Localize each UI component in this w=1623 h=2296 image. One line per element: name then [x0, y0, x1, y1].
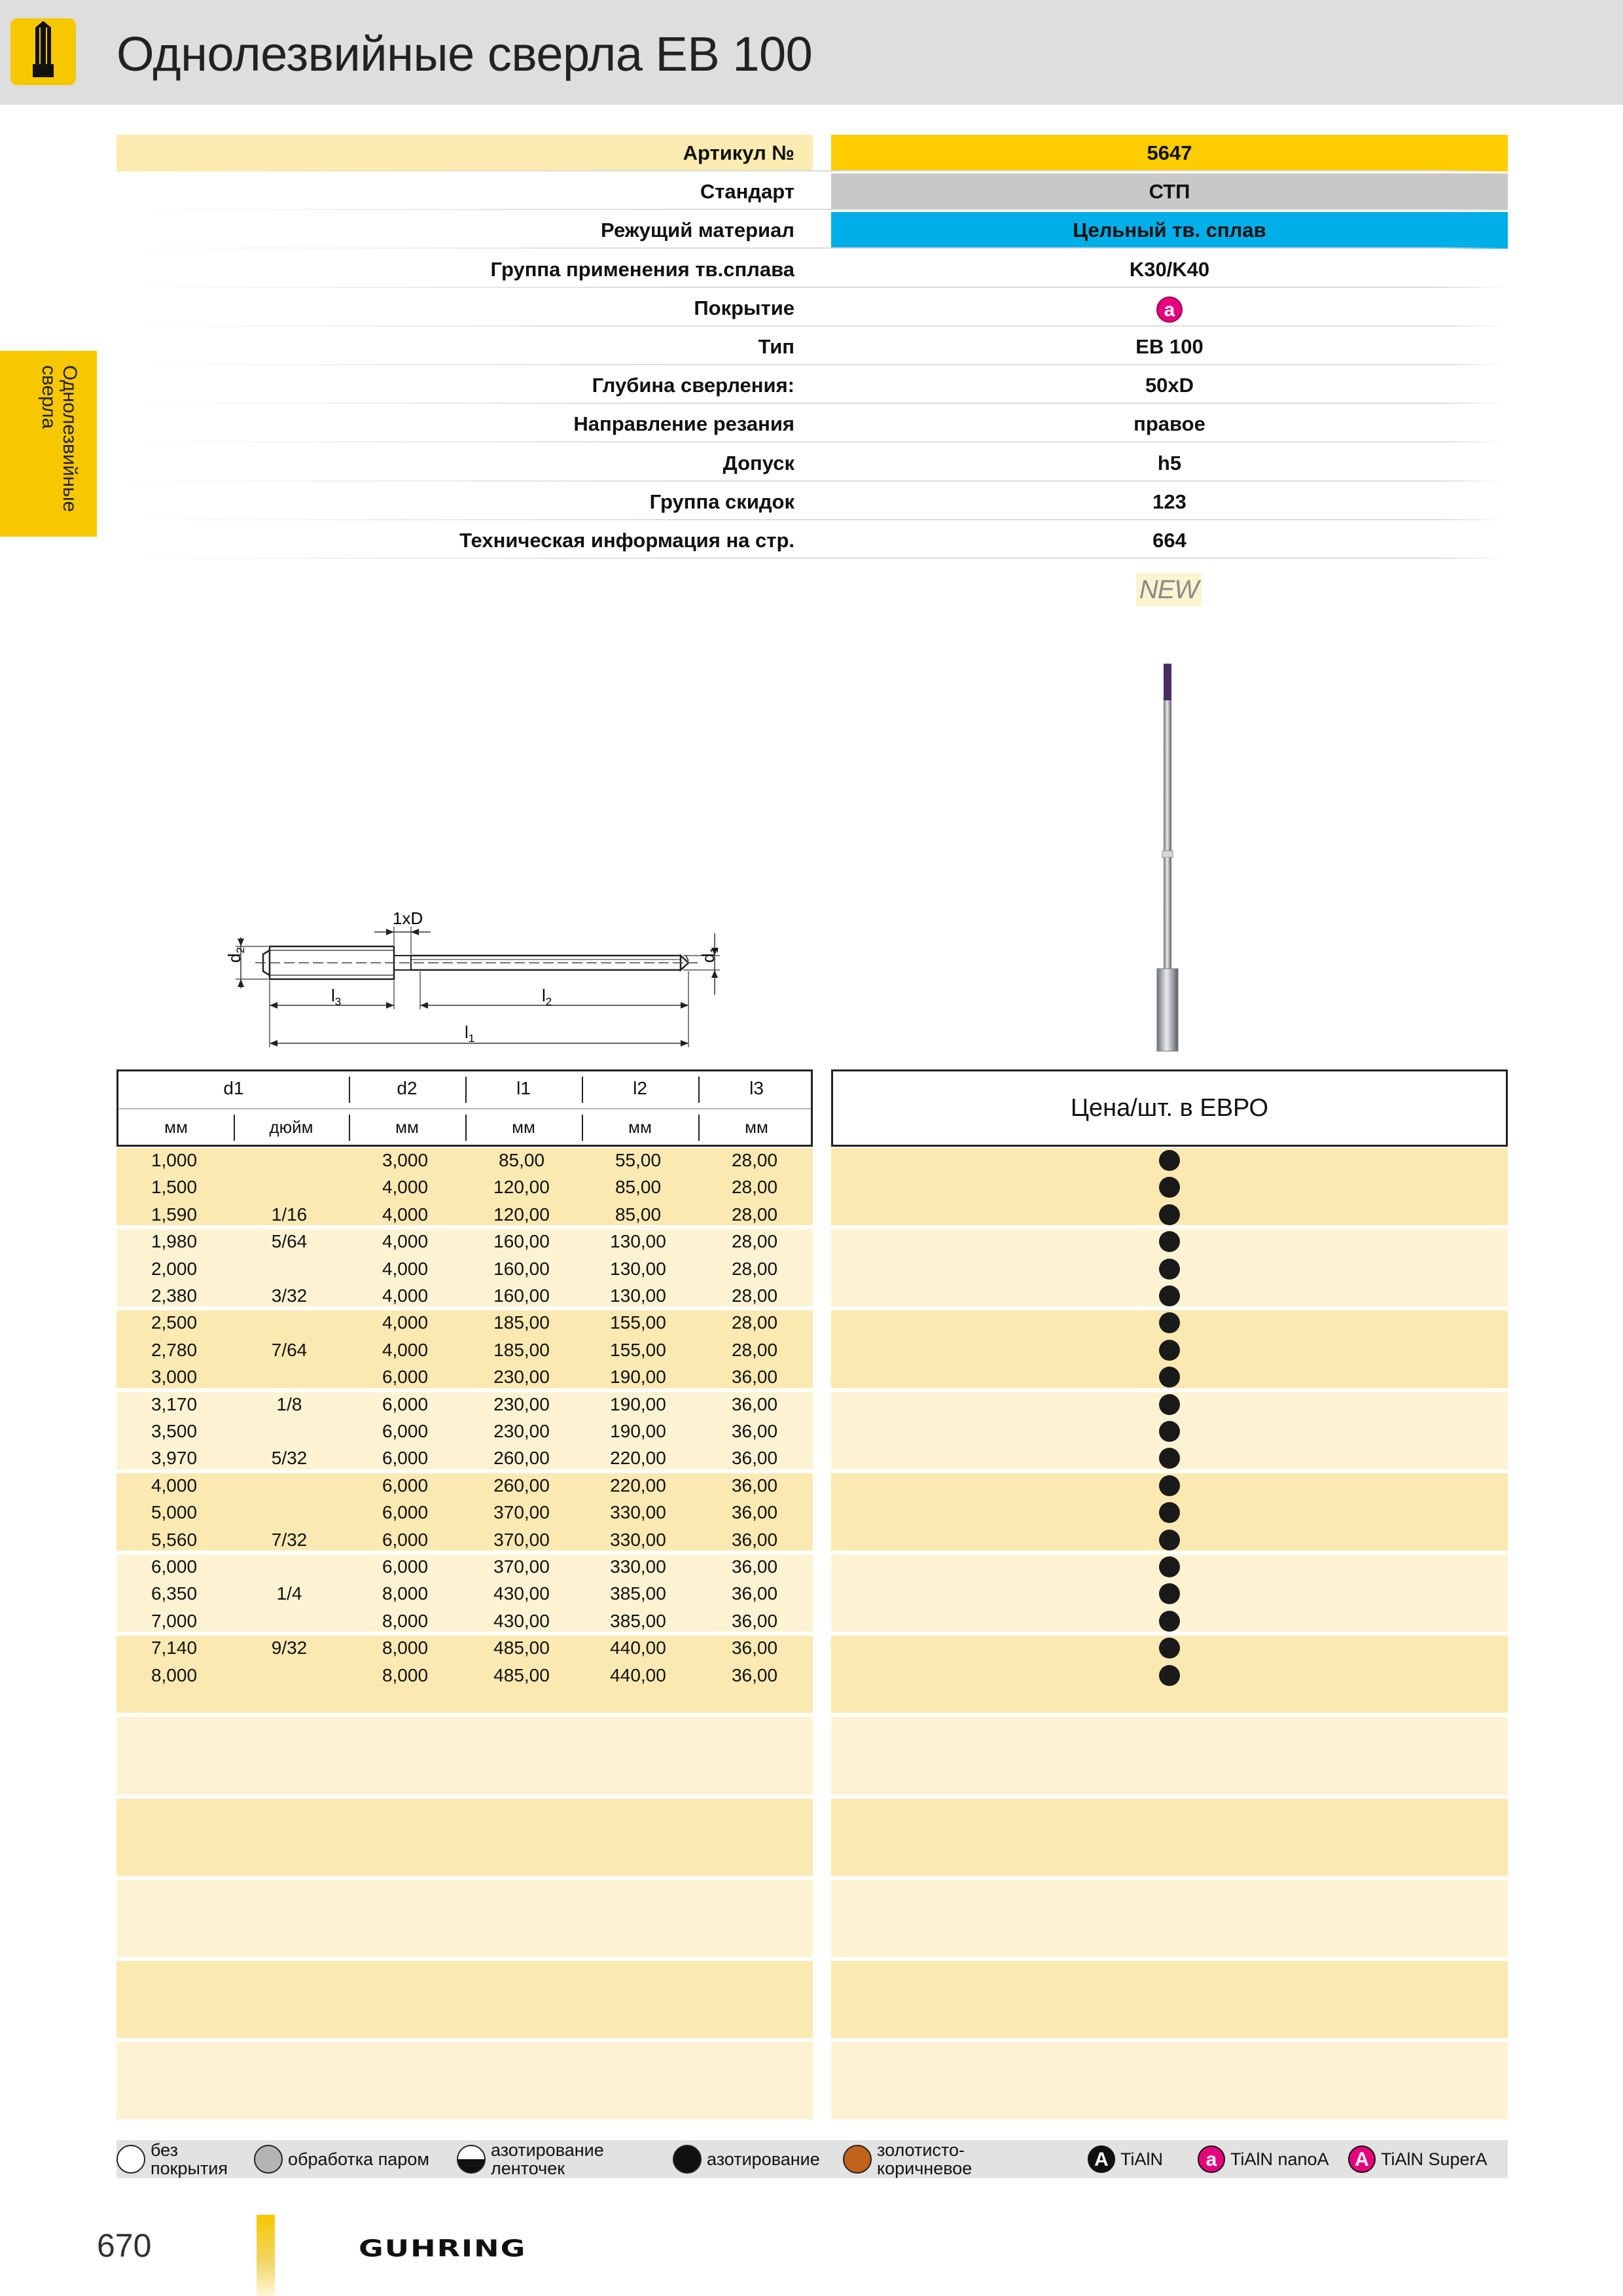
spec-value: СТП — [831, 173, 1508, 210]
dot-icon — [1159, 1665, 1180, 1686]
cell-l2: 190,00 — [610, 1421, 666, 1441]
spec-row — [116, 329, 1508, 365]
cell-l2: 330,00 — [610, 1529, 666, 1550]
cell-d1-mm: 2,000 — [151, 1258, 198, 1279]
cell-l2: 440,00 — [610, 1664, 666, 1685]
l2-label: $l_2$ — [542, 986, 552, 1008]
cell-d1-mm: 8,000 — [151, 1664, 198, 1685]
l3-label: $l_3$ — [331, 986, 342, 1008]
cell-l3: 36,00 — [731, 1664, 778, 1685]
cell-d2: 4,000 — [382, 1285, 429, 1306]
table-row — [116, 1309, 813, 1336]
cell-l2: 155,00 — [610, 1312, 666, 1333]
page-title: Однолезвийные сверла EB 100 — [116, 27, 813, 81]
spec-label: Глубина сверления: — [592, 374, 794, 397]
spec-divider — [116, 325, 1508, 327]
dot-icon — [1159, 1394, 1180, 1415]
cell-d2: 8,000 — [382, 1664, 429, 1685]
spec-label: Группа применения тв.сплава — [490, 257, 794, 281]
cell-l1: 430,00 — [493, 1610, 550, 1631]
cell-d1-mm: 2,780 — [151, 1339, 198, 1360]
table-row — [116, 1580, 813, 1607]
legend-item — [1198, 2140, 1329, 2178]
new-badge: NEW — [1136, 573, 1202, 606]
table-row — [116, 1174, 813, 1200]
coating-a-icon: a — [1198, 2145, 1225, 2173]
cell-l3: 36,00 — [731, 1556, 778, 1577]
legend-item — [843, 2140, 972, 2178]
dot-icon — [1159, 1638, 1180, 1659]
unit-d1-mm: мм — [164, 1117, 188, 1137]
spec-row — [116, 484, 1508, 520]
spec-value: EB 100 — [1135, 335, 1204, 358]
page-header — [0, 0, 1623, 105]
cell-l2: 130,00 — [610, 1285, 666, 1306]
cell-d1-mm: 3,970 — [151, 1448, 198, 1469]
grey-circle-icon — [254, 2145, 283, 2174]
one-xd-label: 1xD — [393, 908, 423, 928]
spec-row — [116, 522, 1508, 559]
spec-value: 123 — [1152, 490, 1186, 513]
cell-l2: 130,00 — [610, 1258, 666, 1279]
cell-d1-inch: 3/32 — [271, 1285, 308, 1306]
spec-label: Артикул № — [116, 135, 813, 171]
header-divider — [118, 1108, 811, 1109]
spec-row — [116, 406, 1508, 442]
spec-value: h5 — [1157, 451, 1182, 475]
price-row-group — [831, 1880, 1508, 1957]
cell-d2: 6,000 — [382, 1448, 429, 1469]
coating-a-icon: a — [1156, 296, 1183, 323]
brown-circle-icon — [843, 2145, 872, 2174]
page-number: 670 — [97, 2227, 152, 2264]
cell-d1-inch: 5/64 — [271, 1231, 308, 1252]
cell-l3: 36,00 — [731, 1448, 778, 1469]
dot-icon — [1159, 1259, 1180, 1280]
spec-value — [831, 290, 1508, 327]
table-row — [116, 1607, 813, 1634]
unit-l3: мм — [745, 1117, 768, 1137]
half-circle-icon — [457, 2145, 486, 2174]
table-row — [116, 1553, 813, 1580]
legend-item — [1348, 2140, 1488, 2178]
cell-d2: 4,000 — [382, 1312, 429, 1333]
cell-d2: 6,000 — [382, 1421, 429, 1441]
cell-l3: 28,00 — [731, 1177, 778, 1198]
dimensions-table-header — [116, 1069, 813, 1147]
table-row — [116, 1255, 813, 1282]
cell-l3: 36,00 — [731, 1638, 778, 1659]
d2-label: $d_2$ — [224, 947, 247, 963]
spec-value: правое — [1133, 412, 1205, 436]
cell-d1-inch: 5/32 — [271, 1448, 308, 1469]
cell-d1-mm: 2,380 — [151, 1285, 198, 1306]
cell-l1: 85,00 — [498, 1150, 545, 1170]
unit-l2: мм — [628, 1117, 652, 1137]
table-row — [116, 1147, 813, 1174]
dot-icon — [1159, 1340, 1180, 1361]
cell-l1: 160,00 — [493, 1231, 550, 1252]
d1-label: $d_1$ — [698, 947, 721, 963]
cell-l1: 430,00 — [493, 1583, 550, 1604]
cell-l2: 385,00 — [610, 1610, 666, 1631]
dot-icon — [1159, 1421, 1180, 1442]
dot-icon — [1159, 1556, 1180, 1577]
unit-l1: мм — [512, 1117, 535, 1137]
spec-row — [116, 445, 1508, 482]
cell-l3: 36,00 — [731, 1583, 778, 1604]
cell-d1-inch: 1/4 — [276, 1583, 302, 1604]
section-tab — [0, 351, 97, 537]
cell-l1: 120,00 — [493, 1204, 550, 1225]
table-row — [116, 1662, 813, 1689]
dot-icon — [1159, 1150, 1180, 1171]
cell-d2: 8,000 — [382, 1610, 429, 1631]
cell-d2: 6,000 — [382, 1529, 429, 1550]
spec-label: Покрытие — [694, 296, 794, 319]
spec-divider — [116, 403, 1508, 404]
price-row-group — [831, 1717, 1508, 1794]
cell-l1: 230,00 — [493, 1393, 550, 1414]
cell-l1: 185,00 — [493, 1312, 550, 1333]
spec-divider — [116, 441, 1508, 442]
spec-label: Стандарт — [700, 180, 794, 204]
cell-d1-mm: 1,500 — [151, 1177, 198, 1198]
legend-label: без покрытия — [151, 2140, 228, 2178]
cell-l1: 230,00 — [493, 1421, 550, 1441]
dot-icon — [1159, 1502, 1180, 1523]
cell-d1-mm: 5,560 — [151, 1529, 198, 1550]
spec-divider — [116, 558, 1508, 559]
spec-value: 5647 — [831, 135, 1508, 171]
spec-row — [116, 212, 1508, 249]
table-row-group — [116, 1799, 813, 1876]
spec-divider — [116, 480, 1508, 482]
cell-d2: 8,000 — [382, 1638, 429, 1659]
price-row-group — [831, 2042, 1508, 2119]
legend-item — [1088, 2140, 1163, 2178]
cell-l3: 28,00 — [731, 1312, 778, 1333]
dot-icon — [1159, 1530, 1180, 1551]
cell-d1-mm: 3,000 — [151, 1367, 198, 1388]
cell-d2: 6,000 — [382, 1367, 429, 1388]
footer-accent-bar — [257, 2215, 275, 2296]
legend-label: обработка паром — [288, 2149, 429, 2169]
legend-item — [457, 2140, 604, 2178]
coating-A-super-icon: A — [1348, 2145, 1376, 2173]
legend-label: TiAlN SuperA — [1381, 2149, 1488, 2169]
cell-l3: 28,00 — [731, 1258, 778, 1279]
cell-d2: 6,000 — [382, 1393, 429, 1414]
spec-divider — [116, 364, 1508, 365]
cell-d2: 4,000 — [382, 1204, 429, 1225]
cell-d1-inch: 9/32 — [271, 1638, 308, 1659]
cell-l3: 36,00 — [731, 1367, 778, 1388]
cell-l1: 120,00 — [493, 1177, 550, 1198]
cell-l2: 440,00 — [610, 1638, 666, 1659]
table-row — [116, 1472, 813, 1499]
cell-d2: 8,000 — [382, 1583, 429, 1604]
spec-value: Цельный тв. сплав — [831, 212, 1508, 249]
spec-label: Режущий материал — [601, 219, 794, 242]
cell-l1: 370,00 — [493, 1529, 550, 1550]
spec-value: K30/K40 — [1129, 257, 1210, 281]
price-row-group — [831, 1799, 1508, 1876]
cell-l1: 485,00 — [493, 1638, 550, 1659]
cell-l2: 330,00 — [610, 1556, 666, 1577]
cell-l2: 190,00 — [610, 1393, 666, 1414]
cell-l2: 190,00 — [610, 1367, 666, 1388]
cell-l1: 230,00 — [493, 1367, 550, 1388]
spec-value: 50xD — [1145, 374, 1194, 397]
section-tab-label: Однолезвийные сверла — [38, 365, 80, 512]
spec-row — [116, 367, 1508, 404]
dot-icon — [1159, 1231, 1180, 1252]
cell-l3: 36,00 — [731, 1502, 778, 1523]
cell-l3: 28,00 — [731, 1231, 778, 1252]
technical-drawing — [203, 903, 740, 1054]
black-circle-icon — [673, 2145, 702, 2174]
table-row — [116, 1201, 813, 1228]
legend-label: азотирование — [707, 2149, 820, 2169]
cell-d1-mm: 6,350 — [151, 1583, 198, 1604]
legend-label: TiAlN nanoA — [1230, 2149, 1329, 2169]
table-row-group — [116, 2042, 813, 2119]
dot-icon — [1159, 1475, 1180, 1496]
spec-row — [116, 251, 1508, 288]
cell-d2: 4,000 — [382, 1339, 429, 1360]
cell-l1: 485,00 — [493, 1664, 550, 1685]
cell-d1-mm: 7,000 — [151, 1610, 198, 1631]
header-l1: l1 — [516, 1078, 531, 1098]
spec-divider — [116, 519, 1508, 520]
legend-item — [673, 2140, 820, 2178]
cell-l3: 28,00 — [731, 1339, 778, 1360]
cell-d1-mm: 5,000 — [151, 1502, 198, 1523]
spec-divider — [116, 287, 1508, 288]
drill-photo — [1139, 661, 1198, 1054]
table-row — [116, 1444, 813, 1471]
table-row-group — [116, 1961, 813, 2038]
legend-item — [116, 2140, 228, 2178]
spec-label: Группа скидок — [649, 490, 794, 513]
spec-label: Направление резания — [573, 412, 794, 436]
table-row — [116, 1418, 813, 1444]
cell-l2: 130,00 — [610, 1231, 666, 1252]
cell-d2: 6,000 — [382, 1475, 429, 1496]
cell-l3: 36,00 — [731, 1475, 778, 1496]
spec-divider — [116, 209, 1508, 210]
cell-l1: 370,00 — [493, 1502, 550, 1523]
cell-d1-mm: 1,980 — [151, 1231, 198, 1252]
legend-item — [254, 2140, 429, 2178]
table-row-group — [116, 1880, 813, 1957]
legend-label: золотисто- коричневое — [877, 2140, 972, 2178]
cell-d1-inch: 7/32 — [271, 1529, 308, 1550]
cell-d2: 4,000 — [382, 1177, 429, 1198]
cell-l3: 28,00 — [731, 1285, 778, 1306]
spec-row — [116, 173, 1508, 210]
spec-divider — [116, 247, 1508, 249]
legend-label: азотирование ленточек — [491, 2140, 604, 2178]
dot-icon — [1159, 1285, 1180, 1306]
table-row — [116, 1526, 813, 1553]
cell-d1-inch: 7/64 — [271, 1339, 308, 1360]
unit-d1-inch: дюйм — [269, 1117, 313, 1137]
cell-d2: 6,000 — [382, 1502, 429, 1523]
cell-l1: 260,00 — [493, 1475, 550, 1496]
header-l3: l3 — [749, 1078, 764, 1098]
cell-l2: 155,00 — [610, 1339, 666, 1360]
table-row-group — [116, 1717, 813, 1794]
cell-l2: 85,00 — [615, 1177, 662, 1198]
cell-d1-mm: 7,140 — [151, 1638, 198, 1659]
legend-label: TiAlN — [1120, 2149, 1163, 2169]
cell-d1-mm: 6,000 — [151, 1556, 198, 1577]
table-row — [116, 1228, 813, 1255]
cell-d2: 6,000 — [382, 1556, 429, 1577]
cell-l2: 330,00 — [610, 1502, 666, 1523]
cell-l3: 28,00 — [731, 1204, 778, 1225]
cell-l2: 55,00 — [615, 1150, 662, 1170]
cell-l3: 36,00 — [731, 1393, 778, 1414]
spec-value: 664 — [1152, 529, 1186, 552]
table-row — [116, 1499, 813, 1526]
cell-d1-mm: 4,000 — [151, 1475, 198, 1496]
cell-l3: 36,00 — [731, 1610, 778, 1631]
cell-d1-mm: 3,500 — [151, 1421, 198, 1441]
cell-d1-mm: 1,590 — [151, 1204, 198, 1225]
table-row — [116, 1282, 813, 1309]
table-row — [116, 1336, 813, 1363]
spec-row — [116, 135, 1508, 171]
cell-d1-inch: 1/16 — [271, 1204, 308, 1225]
header-l2: l2 — [633, 1078, 647, 1098]
brand-logo: GUHRING — [359, 2234, 527, 2263]
drill-bit-icon — [10, 18, 76, 85]
cell-d2: 4,000 — [382, 1258, 429, 1279]
cell-d2: 4,000 — [382, 1231, 429, 1252]
cell-l1: 370,00 — [493, 1556, 550, 1577]
cell-l1: 160,00 — [493, 1258, 550, 1279]
cell-l3: 36,00 — [731, 1421, 778, 1441]
cell-l1: 260,00 — [493, 1448, 550, 1469]
dot-icon — [1159, 1204, 1180, 1225]
cell-d1-mm: 2,500 — [151, 1312, 198, 1333]
header-d1: d1 — [223, 1078, 244, 1098]
coating-A-icon: A — [1088, 2145, 1115, 2173]
spec-row — [116, 290, 1508, 327]
cell-l1: 185,00 — [493, 1339, 550, 1360]
l1-label: $l_1$ — [465, 1022, 475, 1045]
cell-d1-mm: 1,000 — [151, 1150, 198, 1170]
table-row — [116, 1363, 813, 1390]
price-row-group — [831, 1961, 1508, 2038]
empty-circle-icon — [116, 2145, 145, 2174]
spec-label: Допуск — [722, 451, 794, 475]
table-row — [116, 1634, 813, 1661]
dot-icon — [1159, 1367, 1180, 1388]
price-header: Цена/шт. в ЕВРО — [831, 1069, 1508, 1147]
dot-icon — [1159, 1611, 1180, 1632]
cell-l3: 28,00 — [731, 1150, 778, 1170]
header-d2: d2 — [397, 1078, 418, 1098]
cell-l2: 385,00 — [610, 1583, 666, 1604]
spec-label: Тип — [758, 335, 794, 358]
cell-l2: 220,00 — [610, 1448, 666, 1469]
coating-legend — [116, 2140, 1508, 2178]
spec-label: Техническая информация на стр. — [459, 529, 794, 552]
cell-l1: 160,00 — [493, 1285, 550, 1306]
cell-l2: 85,00 — [615, 1204, 662, 1225]
cell-l2: 220,00 — [610, 1475, 666, 1496]
spec-divider — [116, 170, 1508, 171]
unit-d2: мм — [395, 1117, 419, 1137]
table-row — [116, 1391, 813, 1418]
cell-d1-inch: 1/8 — [276, 1393, 302, 1414]
cell-d2: 3,000 — [382, 1150, 429, 1170]
cell-l3: 36,00 — [731, 1529, 778, 1550]
cell-d1-mm: 3,170 — [151, 1393, 198, 1414]
